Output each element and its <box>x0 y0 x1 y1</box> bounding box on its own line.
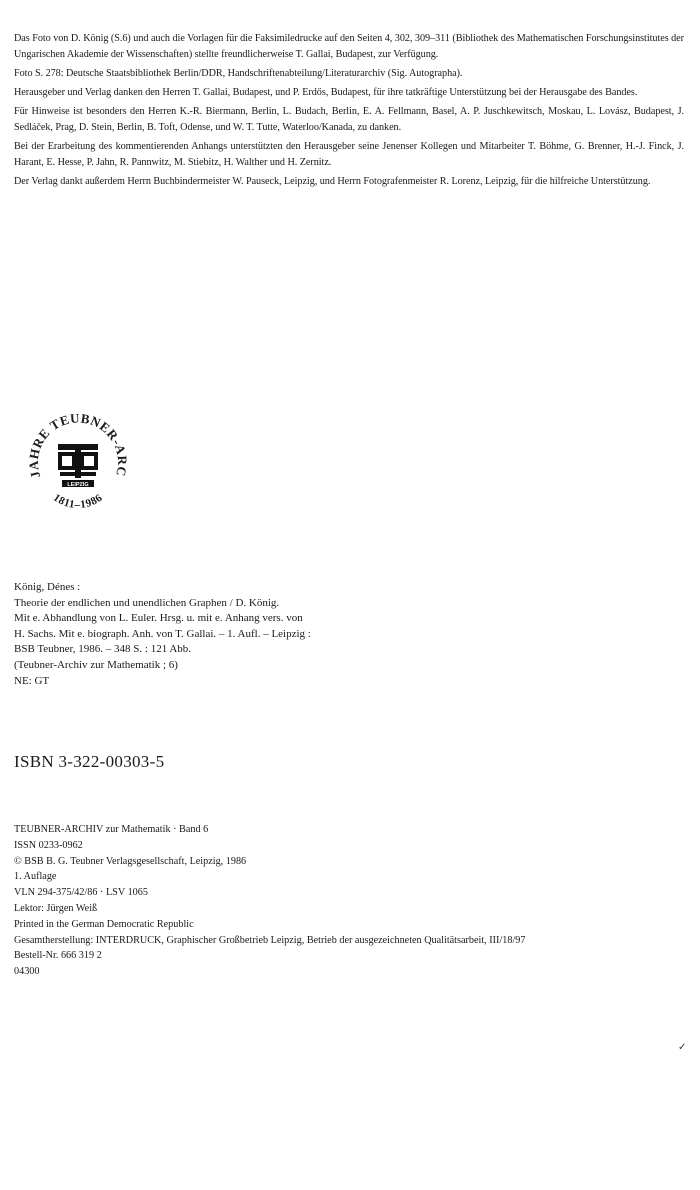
acknowledgements <box>14 31 684 193</box>
cip-ne: NE: GT <box>14 674 50 687</box>
cip-title: Theorie der endlichen und unendlichen Graphen / D. König. <box>14 596 280 609</box>
imprint-block <box>14 822 684 980</box>
imprint-printed: Printed in the German Democratic Republic <box>14 918 194 930</box>
corner-mark: ✓ <box>678 1042 687 1053</box>
credit-paragraph-photos: Das Foto von D. König (S.6) und auch die Vorlagen für die Faksimiledrucke auf den Seiten 4, 302, 309–311 (Bibliothek des Mathematischen Forschungsinstitutes der Ungarischen Akademie der Wissenschaften) stellte freundlicherweise T. Gallai, Budapest, zur Verfügung. <box>14 33 684 60</box>
cip-author: König, Dénes : <box>14 581 81 593</box>
credit-paragraph-foto-278: Foto S. 278: Deutsche Staatsbibliothek Berlin/DDR, Handschriftenabteilung/Literaturarchiv (Sig. Autographa). <box>14 68 463 79</box>
imprint-order-number: Bestell-Nr. 666 319 2 <box>14 950 102 962</box>
credit-paragraph-appendix: Bei der Erarbeitung des kommentierenden Anhangs unterstützten den Herausgeber seine Jenenser Kollegen und Mitarbeiter T. Böhme, G. Brenner, H.-J. Finck, J. Harant, E. Hesse, P. Jahn, R. Pannwitz, M. Stiebitz, H. Walther und H. Zernitz. <box>14 141 684 168</box>
imprint-production: Gesamtherstellung: INTERDRUCK, Graphischer Großbetrieb Leipzig, Betrieb der ausgezeichneten Qualitätsarbeit, III/18/97 <box>14 934 526 946</box>
imprint-issn: ISSN 0233-0962 <box>14 839 83 851</box>
cip-catalog-entry <box>14 580 574 689</box>
teubner-anniversary-seal <box>20 408 136 524</box>
svg-text:1811–1986: 1811–1986 <box>50 491 106 512</box>
credit-paragraph-publisher-thanks: Der Verlag dankt außerdem Herrn Buchbindermeister W. Pauseck, Leipzig, und Herrn Fotografenmeister R. Lorenz, Leipzig, für die hilfreiche Unterstützung. <box>14 176 651 187</box>
credit-paragraph-hints: Für Hinweise ist besonders den Herren K.-R. Biermann, Berlin, L. Budach, Berlin, E. A. Fellmann, Basel, A. P. Juschkewitsch, Moskau, L. Lovász, Budapest, J. Sedláček, Prag, D. Stein, Berlin, B. Toft, Odense, und W. T. Tutte, Waterloo/Kanada, zu danken. <box>14 106 684 133</box>
imprint-edition: 1. Auflage <box>14 871 57 883</box>
cip-line-3: Mit e. Abhandlung von L. Euler. Hrsg. u. mit e. Anhang vers. von <box>14 612 303 625</box>
imprint-price-code: 04300 <box>14 966 40 978</box>
cip-series: (Teubner-Archiv zur Mathematik ; 6) <box>14 658 178 671</box>
imprint-vln: VLN 294-375/42/86 · LSV 1065 <box>14 887 148 899</box>
imprint-editor: Lektor: Jürgen Weiß <box>14 902 98 914</box>
credit-paragraph-thanks-editors: Herausgeber und Verlag danken den Herren T. Gallai, Budapest, und P. Erdős, Budapest, für ihre tatkräftige Unterstützung bei der Herausgabe des Bandes. <box>14 87 638 98</box>
cip-line-5: BSB Teubner, 1986. – 348 S. : 121 Abb. <box>14 643 192 656</box>
imprint-copyright: © BSB B. G. Teubner Verlagsgesellschaft, Leipzig, 1986 <box>14 855 247 867</box>
seal-logo-icon <box>20 408 136 524</box>
svg-text:LEIPZIG: LEIPZIG <box>67 482 89 488</box>
cip-line-4: H. Sachs. Mit e. biograph. Anh. von T. Gallai. – 1. Aufl. – Leipzig : <box>14 627 311 640</box>
imprint-series: TEUBNER-ARCHIV zur Mathematik · Band 6 <box>14 824 209 835</box>
isbn: ISBN 3-322-00303-5 <box>14 752 165 771</box>
svg-text:150 JAHRE TEUBNER-ARCHIV: JAHRE TEUBNER-ARC <box>25 410 131 480</box>
